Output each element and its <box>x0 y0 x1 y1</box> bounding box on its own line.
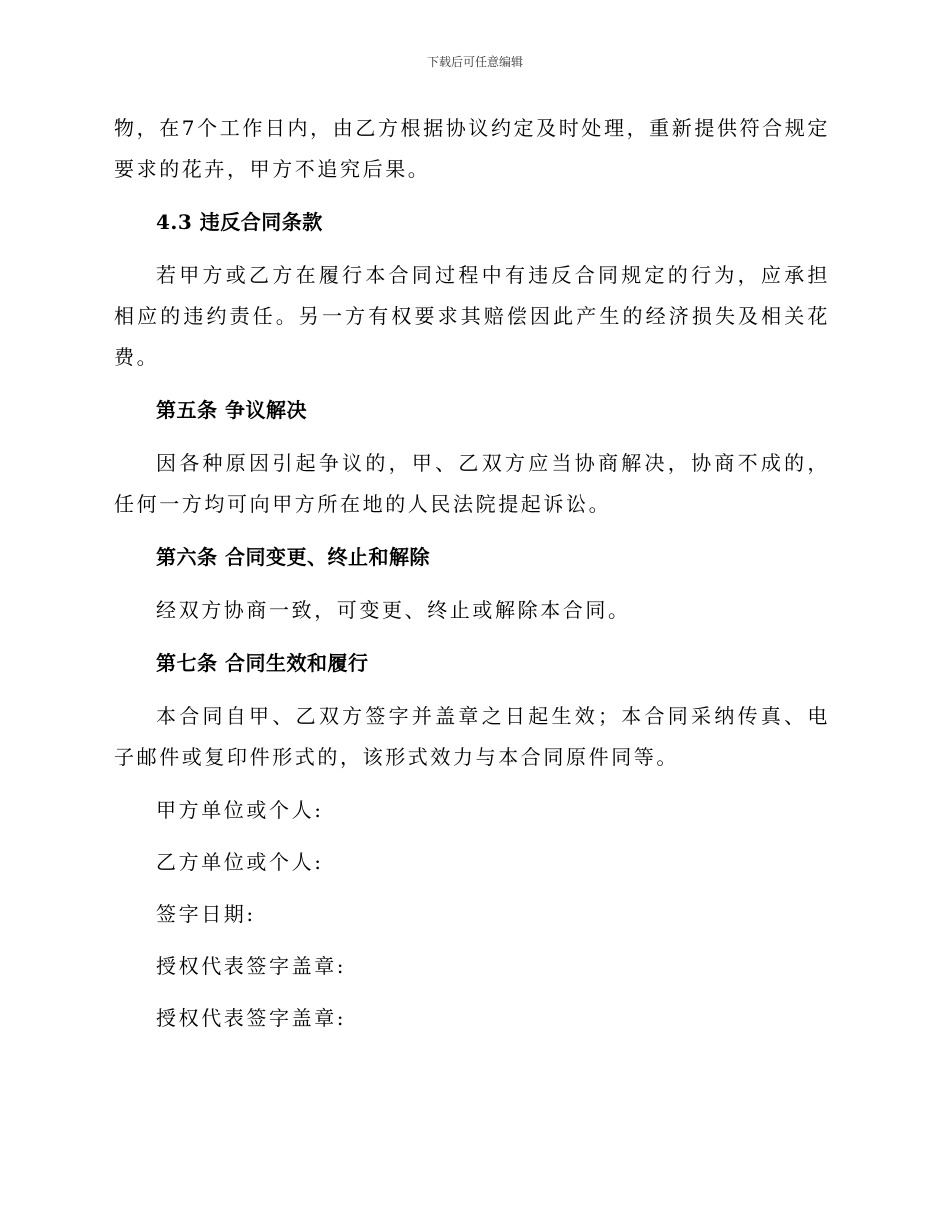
document-body <box>114 108 830 1038</box>
signature-line-party-b: 乙方单位或个人: <box>156 850 324 874</box>
paragraph-breach: 若甲方或乙方在履行本合同过程中有违反合同规定的行为，应承担相应的违约责任。另一方有权要求其赔偿因此产生的经济损失及相关花费。 <box>114 263 830 369</box>
paragraph-effect: 本合同自甲、乙双方签字并盖章之日起生效；本合同采纳传真、电子邮件或复印件形式的，该形式效力与本合同原件同等。 <box>114 704 830 769</box>
section-heading-article-7: 第七条 合同生效和履行 <box>156 651 369 675</box>
section-heading-article-5: 第五条 争议解决 <box>156 398 307 422</box>
signature-line-representative-a: 授权代表签字盖章: <box>156 954 347 978</box>
signature-line-date: 签字日期: <box>156 902 256 926</box>
section-heading-article-6: 第六条 合同变更、终止和解除 <box>156 545 430 569</box>
signature-line-representative-b: 授权代表签字盖章: <box>156 1006 347 1030</box>
signature-line-party-a: 甲方单位或个人: <box>156 798 324 822</box>
section-heading-4-3: 4.3 违反合同条款 <box>156 210 323 234</box>
paragraph-dispute: 因各种原因引起争议的，甲、乙双方应当协商解决，协商不成的，任何一方均可向甲方所在地的人民法院提起诉讼。 <box>114 451 830 516</box>
page-header: 下载后可任意编辑 <box>426 55 523 69</box>
paragraph-change: 经双方协商一致，可变更、终止或解除本合同。 <box>156 598 631 622</box>
paragraph-continuation: 物，在7个工作日内，由乙方根据协议约定及时处理，重新提供符合规定要求的花卉，甲方不追究后果。 <box>114 116 830 181</box>
